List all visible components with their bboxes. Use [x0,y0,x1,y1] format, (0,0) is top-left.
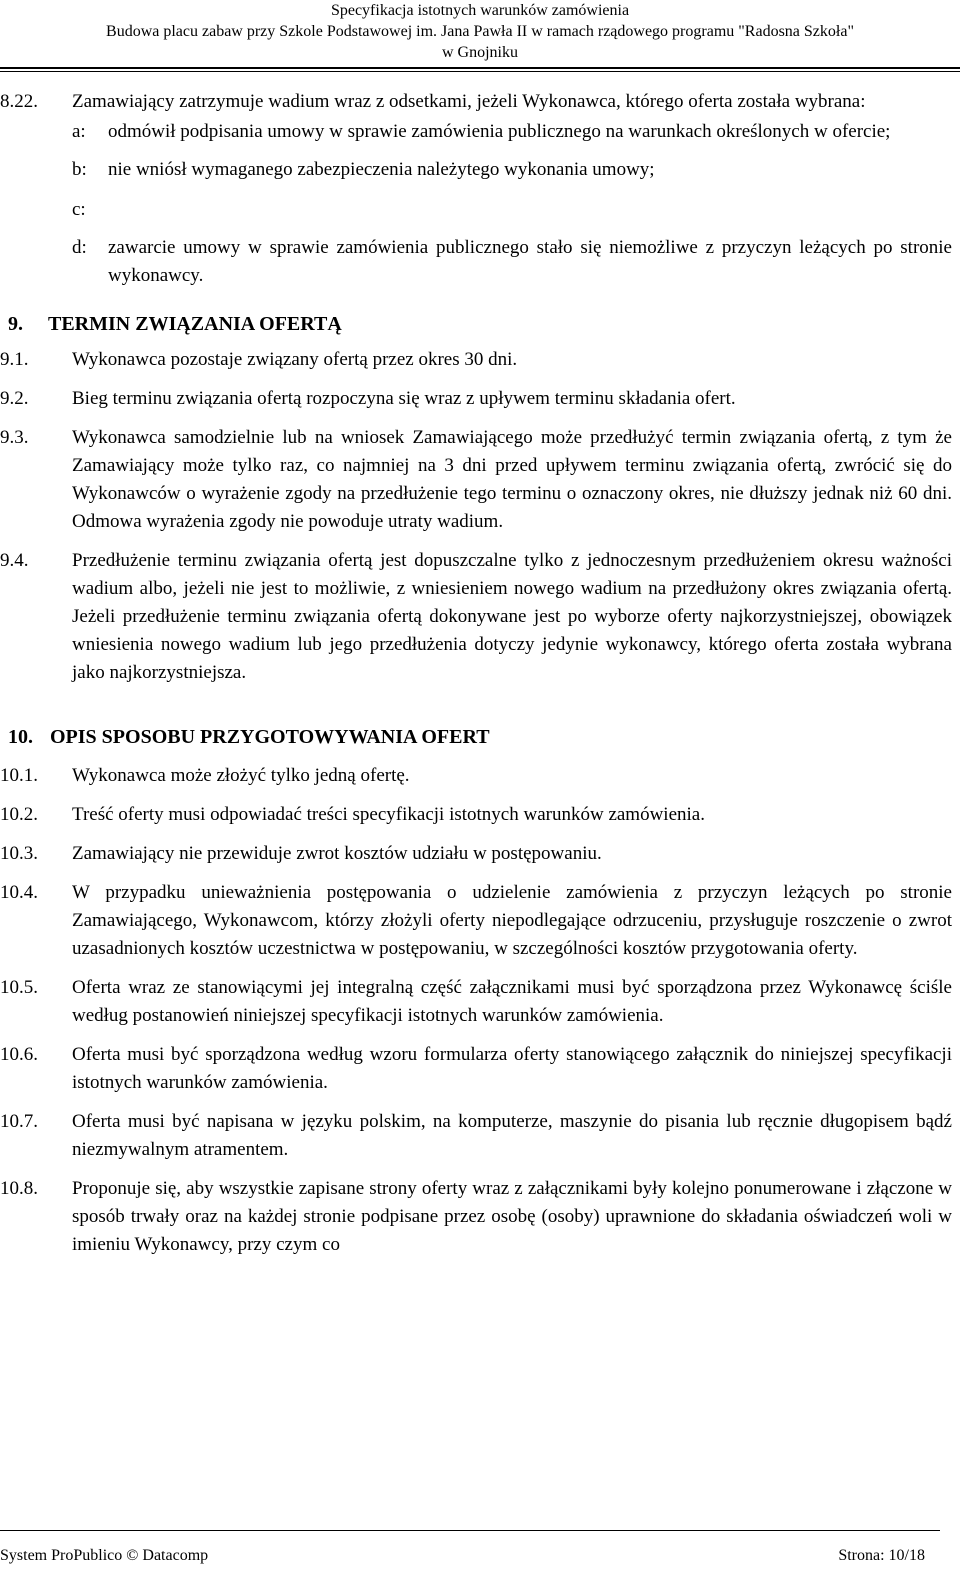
section-10-heading [0,723,952,751]
footer-credit: System ProPublico © Datacomp [0,1547,209,1564]
clause-text: Wykonawca samodzielnie lub na wniosek Zamawiającego może przedłużyć termin związania ofertą, z tym że Zamawiający może tylko raz, co najmniej na 3 dni przed upływem terminu związania ofertą, zwrócić się do Wykonawców o wyrażenie zgody na przedłużenie tego terminu o oznaczony okres, nie dłuższy jednak niż 60 dni. Odmowa wyrażenia zgody nie powoduje utraty wadium. [72,427,952,532]
clause-number: 10.6. [0,1044,38,1065]
clause-9-3 [0,424,952,536]
clause-10-8 [0,1175,952,1259]
clause-text: Oferta musi być sporządzona według wzoru formularza oferty stanowiącego załącznik do niniejszej specyfikacji istotnych warunków zamówienia. [72,1044,952,1093]
section-title: OPIS SPOSOBU PRZYGOTOWYWANIA OFERT [50,726,490,748]
clause-text: Oferta wraz ze stanowiącymi jej integralną część załącznikami musi być sporządzona przez Wykonawcę ściśle według postanowień niniejszej specyfikacji istotnych warunków zamówienia. [72,977,952,1026]
page-header [0,0,960,63]
list-letter: a: [72,121,86,142]
clause-number: 10.7. [0,1111,38,1132]
list-text: nie wniósł wymaganego zabezpieczenia należytego wykonania umowy; [108,159,655,180]
clause-number: 10.8. [0,1178,38,1199]
clause-number: 10.3. [0,843,38,864]
clause-number: 9.3. [0,427,29,448]
clause-number: 9.4. [0,550,29,571]
clause-number: 8.22. [0,91,38,112]
list-letter: c: [72,199,86,220]
list-item-a [0,118,952,146]
header-location: w Gnojniku [442,44,518,61]
list-letter: b: [72,159,87,180]
header-divider-thin [0,71,960,72]
clause-10-4 [0,879,952,963]
section-number: 10. [8,726,33,748]
clause-10-6 [0,1041,952,1097]
list-text: odmówił podpisania umowy w sprawie zamówienia publicznego na warunkach określonych w ofercie; [108,121,891,142]
header-divider [0,67,960,69]
header-subtitle: Budowa placu zabaw przy Szkole Podstawowej im. Jana Pawła II w ramach rządowego programu "Radosna Szkoła" [106,23,854,40]
clause-text: W przypadku unieważnienia postępowania o udzielenie zamówienia z przyczyn leżących po stronie Zamawiającego, Wykonawcom, którzy złożyli oferty niepodlegające odrzuceniu, przysługuje roszczenie o zwrot uzasadnionych kosztów uczestnictwa w postępowaniu, w szczególności kosztów przygotowania oferty. [72,882,952,959]
clause-10-1 [0,762,952,790]
section-9-heading [0,310,952,338]
clause-10-7 [0,1108,952,1164]
clause-number: 10.1. [0,765,38,786]
clause-10-3 [0,840,952,868]
section-number: 9. [8,313,23,335]
clause-9-1 [0,346,952,374]
clause-number: 9.1. [0,349,29,370]
clause-text: Zamawiający nie przewiduje zwrot kosztów udziału w postępowaniu. [72,843,602,864]
clause-9-4 [0,547,952,687]
clause-text: Wykonawca pozostaje związany ofertą przez okres 30 dni. [72,349,518,370]
clause-text: Przedłużenie terminu związania ofertą jest dopuszczalne tylko z jednoczesnym przedłużeniem okresu ważności wadium albo, jeżeli nie jest to możliwie, z wniesieniem nowego wadium na przedłużony okres związania ofertą. Jeżeli przedłużenie terminu związania ofertą dokonywane jest po wyborze oferty najkorzystniejszej, obowiązek wniesienia nowego wadium lub jego przedłużenia dotyczy jedynie wykonawcy, którego oferta została wybrana jako najkorzystniejsza. [72,550,952,683]
clause-text: Proponuje się, aby wszystkie zapisane strony oferty wraz z załącznikami były kolejno ponumerowane i złączone w sposób trwały oraz na każdej stronie podpisane przez osobę (osoby) uprawnione do składania oświadczeń woli w imieniu Wykonawcy, przy czym co [72,1178,952,1255]
list-item-c [0,196,952,224]
list-letter: d: [72,237,87,258]
clause-number: 10.4. [0,882,38,903]
header-title: Specyfikacja istotnych warunków zamówienia [330,2,630,19]
list-item-d [0,234,952,290]
clause-8-22 [0,88,952,116]
clause-text: Treść oferty musi odpowiadać treści specyfikacji istotnych warunków zamówienia. [72,804,705,825]
clause-10-2 [0,801,952,829]
clause-number: 10.2. [0,804,38,825]
clause-text: Zamawiający zatrzymuje wadium wraz z odsetkami, jeżeli Wykonawca, którego oferta została wybrana: [72,91,866,112]
page-number: Strona: 10/18 [838,1547,925,1564]
clause-number: 10.5. [0,977,38,998]
clause-number: 9.2. [0,388,29,409]
clause-9-2 [0,385,952,413]
list-text: zawarcie umowy w sprawie zamówienia publicznego stało się niemożliwe z przyczyn leżących po stronie wykonawcy. [108,237,952,286]
list-item-b [0,156,952,184]
section-title: TERMIN ZWIĄZANIA OFERTĄ [48,313,342,335]
document-body [0,88,952,1259]
clause-10-5 [0,974,952,1030]
footer-divider [0,1530,940,1531]
clause-text: Bieg terminu związania ofertą rozpoczyna się wraz z upływem terminu składania ofert. [72,388,736,409]
clause-text: Wykonawca może złożyć tylko jedną ofertę. [72,765,410,786]
clause-text: Oferta musi być napisana w języku polskim, na komputerze, maszynie do pisania lub ręcznie długopisem bądź niezmywalnym atramentem. [72,1111,952,1160]
